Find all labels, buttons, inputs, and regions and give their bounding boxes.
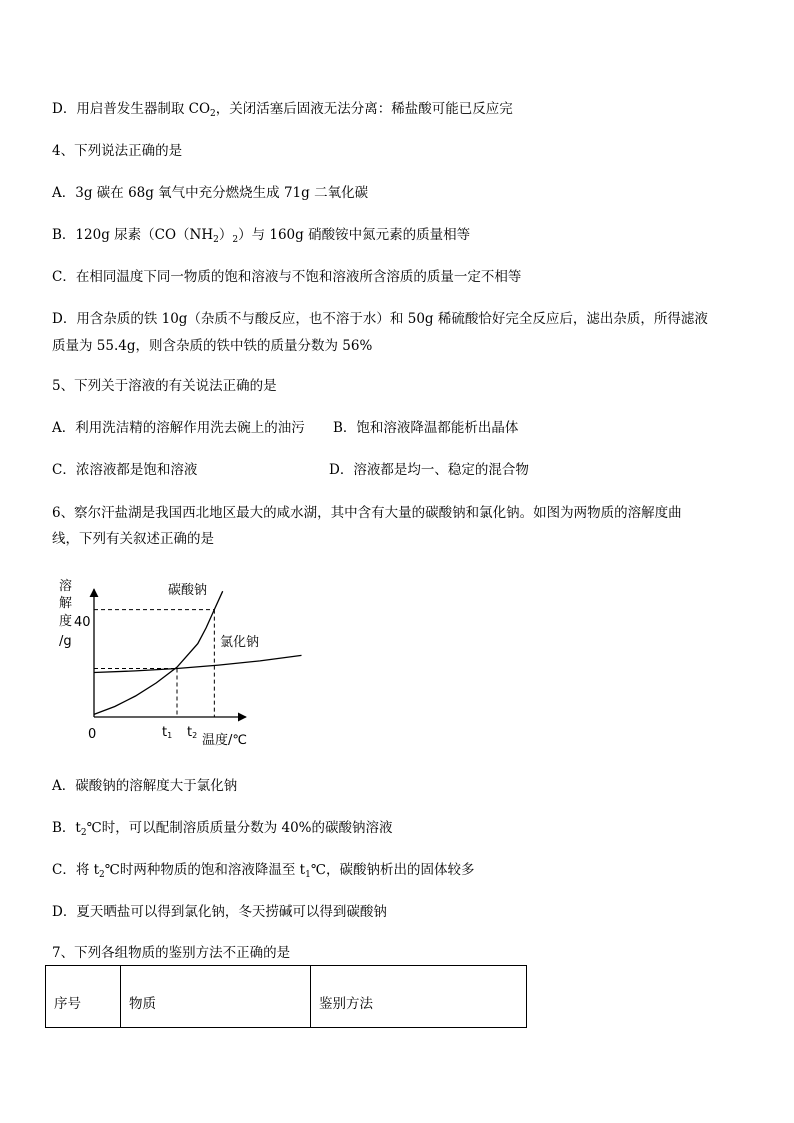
q6-option-a: A．碳酸钠的溶解度大于氯化钠 (52, 778, 238, 794)
q4-option-d-line1: D．用含杂质的铁 10g（杂质不与酸反应，也不溶于水）和 50g 稀硫酸恰好完全反应后，滤出杂质，所得滤液 (52, 311, 708, 327)
q6-option-c: C．将 $t_2℃$时两种物质的饱和溶液降温至 $t_1℃$，碳酸钠析出的固体较多 (52, 862, 475, 880)
y-label-char-2: 解 (59, 596, 73, 611)
t1-tick-label: t1 (162, 725, 173, 740)
table-row (46, 966, 527, 1028)
series-label-sodium-chloride: 氯化钠 (220, 635, 260, 650)
table-header-cell: 序号 (46, 966, 121, 1028)
y-tick-40: 40 (74, 615, 91, 630)
y-label-char-1: 溶 (59, 579, 73, 594)
q4-option-c: C．在相同温度下同一物质的饱和溶液与不饱和溶液所含溶质的质量一定不相等 (52, 269, 522, 285)
q4-stem: 4、下列说法正确的是 (52, 143, 183, 159)
solubility-chart (44, 572, 304, 752)
q4-option-d-line2: 质量为 55.4g，则含杂质的铁中铁的质量分数为 56% (52, 338, 373, 354)
q4-option-b: B．120g 尿素$(CO(NH_2)_2)$与 160g 硝酸铵中氮元素的质量相等 (52, 227, 471, 245)
q3-option-d: D．用启普发生器制取 $CO_2$，关闭活塞后固液无法分离：稀盐酸可能已反应完 (52, 101, 513, 119)
q7-stem: 7、下列各组物质的鉴别方法不正确的是 (52, 945, 291, 961)
origin-label: 0 (88, 727, 97, 742)
q5-option-a: A．利用洗洁精的溶解作用洗去碗上的油污 (52, 420, 305, 436)
q6-option-b: B．$t_2℃$时，可以配制溶质质量分数为 40%的碳酸钠溶液 (52, 820, 393, 838)
series-line-sodium-chloride (94, 655, 302, 672)
q5-option-c: C．浓溶液都是饱和溶液 (52, 462, 198, 478)
table-header-cell: 物质 (121, 966, 311, 1028)
q4-option-a: A．3g 碳在 68g 氧气中充分燃烧生成 71g 二氧化碳 (52, 185, 369, 201)
x-axis-label: 温度/℃ (202, 733, 247, 748)
q5-stem: 5、下列关于溶液的有关说法正确的是 (52, 378, 277, 394)
q6-stem-line1: 6、察尔汗盐湖是我国西北地区最大的咸水湖，其中含有大量的碳酸钠和氯化钠。如图为两物质的溶解度曲 (52, 505, 682, 521)
table-header-cell: 鉴别方法 (311, 966, 527, 1028)
q6-stem-line2: 线，下列有关叙述正确的是 (52, 531, 214, 547)
series-label-sodium-carbonate: 碳酸钠 (168, 583, 208, 598)
y-label-char-4: /g (59, 634, 72, 649)
y-label-char-3: 度 (59, 614, 73, 629)
q7-table (45, 965, 527, 1028)
q5-option-b: B．饱和溶液降温都能析出晶体 (333, 420, 519, 436)
q5-option-d: D．溶液都是均一、稳定的混合物 (329, 462, 529, 478)
q6-option-d: D．夏天晒盐可以得到氯化钠，冬天捞碱可以得到碳酸钠 (52, 904, 387, 920)
t2-tick-label: t2 (187, 725, 198, 740)
